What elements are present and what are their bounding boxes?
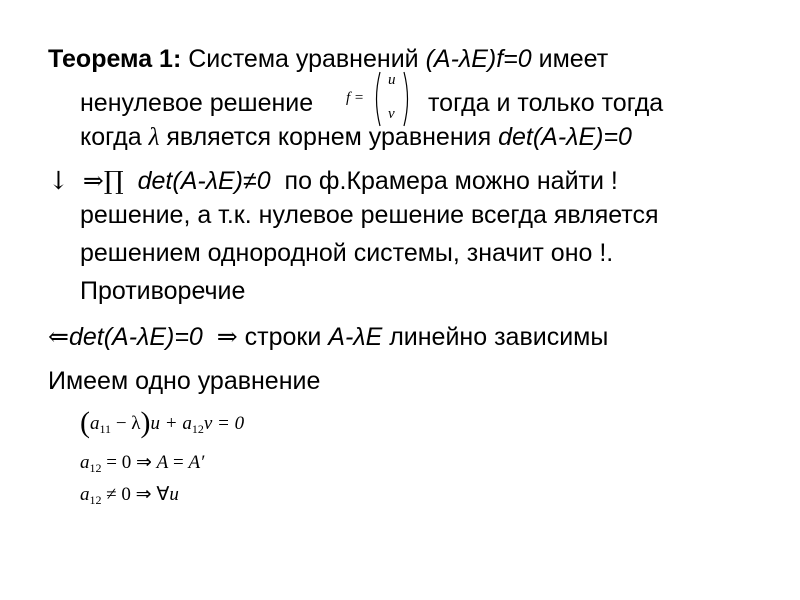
implies-icon: ⇒ bbox=[216, 322, 238, 351]
theorem-text-3: когда bbox=[80, 123, 149, 151]
eq1-sub-12: 12 bbox=[191, 422, 204, 436]
vector-v: v bbox=[388, 106, 395, 122]
theorem-text-3-mid: является корнем уравнения bbox=[159, 123, 499, 151]
proof-forward-line-4: Противоречие bbox=[80, 277, 246, 305]
implies-product-icon: ⇒∏ bbox=[82, 166, 124, 195]
eq1-a2: a bbox=[182, 413, 192, 434]
eq2-sub: 12 bbox=[89, 461, 102, 475]
proof-forward-formula: det(A-λE)≠0 bbox=[137, 167, 271, 195]
one-equation-title: Имеем одно уравнение bbox=[48, 367, 321, 395]
eq2-Aprime: A′ bbox=[188, 452, 205, 473]
eq1-minus-lambda: − λ bbox=[111, 413, 141, 434]
theorem-text-2-end: тогда и только тогда bbox=[428, 89, 664, 117]
open-paren: ( bbox=[80, 406, 90, 439]
close-paren: ) bbox=[140, 406, 151, 439]
lambda-symbol: λ bbox=[148, 124, 160, 151]
equation-1 bbox=[80, 406, 245, 440]
equation-2 bbox=[80, 452, 204, 479]
theorem-line-2 bbox=[80, 88, 313, 118]
eq3-u: u bbox=[169, 484, 179, 505]
proof-forward-line-3: решением однородной системы, значит оно !. bbox=[80, 239, 614, 267]
proof-backward-suffix: линейно зависимы bbox=[382, 323, 609, 351]
eq2-eq: = bbox=[168, 452, 189, 473]
eq1-sub-11: 11 bbox=[99, 422, 112, 436]
down-arrow-icon: ↓ bbox=[48, 166, 69, 195]
theorem-text-1: Система уравнений bbox=[181, 45, 426, 73]
eq1-rest: v = 0 bbox=[203, 413, 245, 434]
proof-forward-text: по ф.Крамера можно найти ! bbox=[284, 167, 618, 195]
theorem-label: Теорема 1: bbox=[48, 45, 182, 73]
eq3-rest: ≠ 0 ⇒ ∀ bbox=[101, 484, 170, 505]
vector-f-label: f = bbox=[346, 90, 365, 106]
vector-u: u bbox=[388, 72, 396, 88]
proof-forward-line-2: решение, а т.к. нулевое решение всегда является bbox=[80, 201, 659, 229]
proof-backward-formula: det(A-λE)=0 bbox=[68, 323, 203, 351]
theorem-text-1-end: имеет bbox=[531, 45, 609, 73]
proof-backward-line bbox=[48, 322, 608, 352]
eq3-a: a bbox=[80, 484, 90, 505]
proof-forward-line-1 bbox=[48, 166, 618, 196]
left-double-arrow-icon: ⇐ bbox=[48, 322, 69, 351]
theorem-formula-3: det(A-λE)=0 bbox=[498, 123, 632, 151]
proof-backward-prefix: строки bbox=[237, 323, 329, 351]
theorem-line-1 bbox=[48, 44, 608, 74]
eq3-sub: 12 bbox=[89, 493, 102, 507]
eq1-a: a bbox=[90, 413, 100, 434]
theorem-text-2: ненулевое решение bbox=[80, 89, 314, 117]
eq1-u: u + bbox=[150, 413, 183, 434]
eq2-a: a bbox=[80, 452, 90, 473]
eq2-rest: = 0 ⇒ bbox=[101, 452, 157, 473]
proof-backward-matrix: A-λE bbox=[328, 323, 383, 351]
eq2-A: A bbox=[156, 452, 169, 473]
theorem-line-3 bbox=[80, 122, 632, 153]
theorem-formula-1: (A-λE)f=0 bbox=[425, 45, 532, 73]
equation-3 bbox=[80, 484, 179, 511]
vector-f bbox=[346, 70, 416, 128]
